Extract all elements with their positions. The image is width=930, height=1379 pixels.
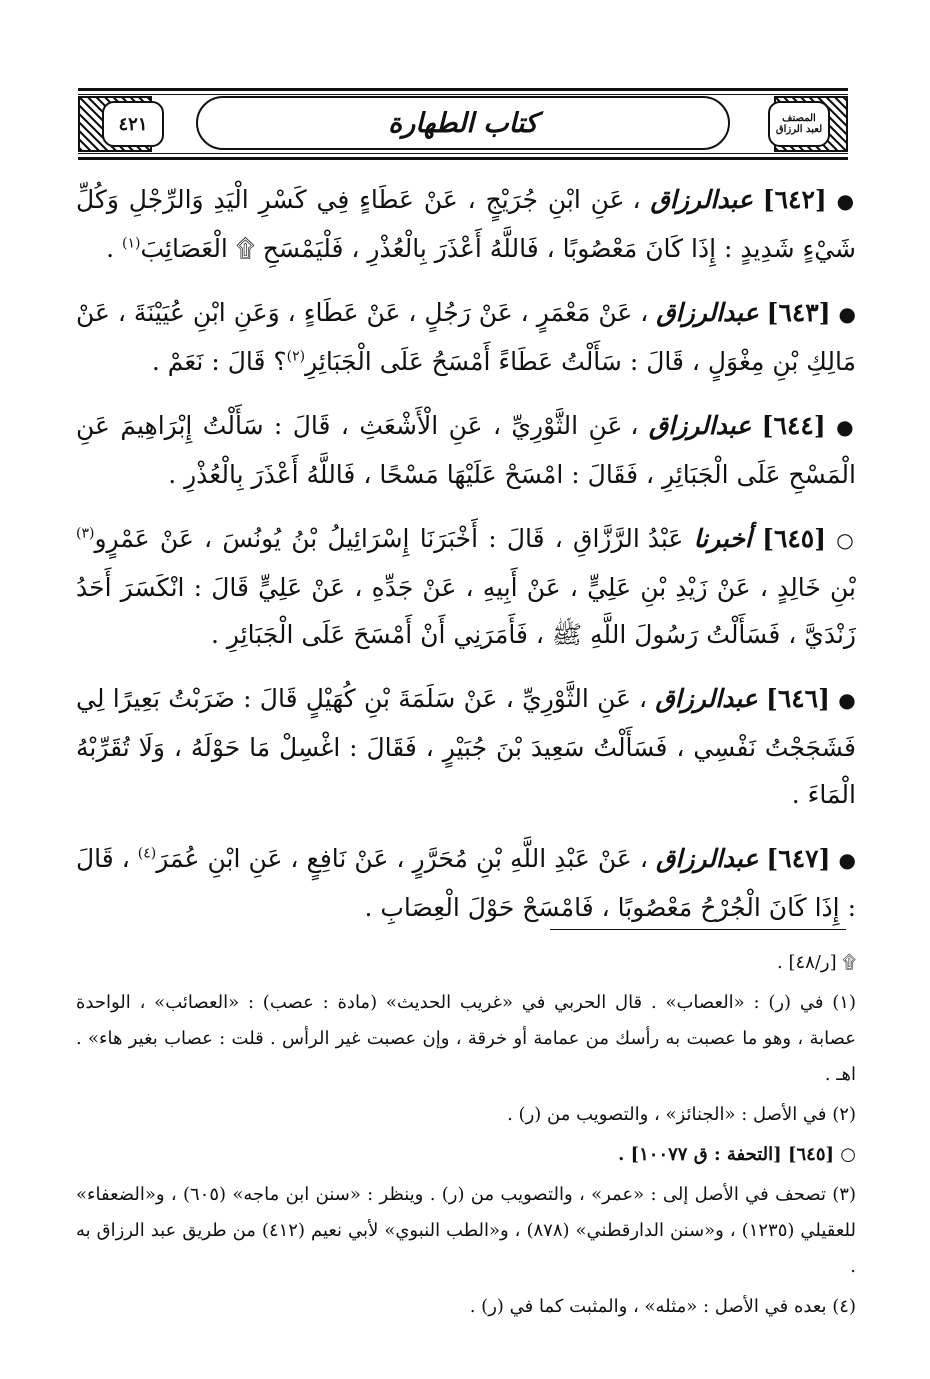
logo-line-2: لعبد الرزاق bbox=[775, 124, 823, 135]
entry-narrator: عبدالرزاق bbox=[650, 185, 753, 214]
entry-bullet: ● bbox=[838, 848, 856, 872]
page-number: ٤٢١ bbox=[102, 101, 164, 147]
logo-line-1: المصنف bbox=[782, 113, 816, 124]
footnote: ۩ [ر/٤٨] . bbox=[777, 952, 856, 973]
footnote: (٢) في الأصل : «الجنائز» ، والتصويب من (ر) . bbox=[507, 1104, 856, 1125]
entry-narrator: أخبرنا bbox=[693, 524, 752, 553]
hadith-entry bbox=[76, 675, 856, 818]
footnote-takhrij: ○ [٦٤٥] [التحفة : ق ١٠٠٧٧] . bbox=[618, 1144, 856, 1165]
hadith-entry bbox=[76, 835, 856, 931]
main-text bbox=[76, 176, 856, 948]
entry-number: [٦٤٢] bbox=[762, 185, 827, 214]
entry-tail: ؟ قَالَ : نَعَمْ . bbox=[151, 347, 287, 376]
entry-text: ، عَنِ الثَّوْرِيِّ ، عَنِ الْأَشْعَثِ ، قَالَ : سَأَلْتُ إِبْرَاهِيمَ عَنِ الْمَسْحِ عَلَى الْجَبَائِرِ ، فَقَالَ : امْسَحْ عَلَيْهَا مَسْحًا ، فَاللَّهُ أَعْذَرَ بِالْعُذْرِ . bbox=[76, 411, 856, 489]
entry-text: عَبْدُ الرَّزَّاقِ ، قَالَ : أَخْبَرَنَا إِسْرَائِيلُ بْنُ يُونُسَ ، عَنْ عَمْرٍو bbox=[94, 524, 684, 553]
entry-tail: . bbox=[106, 234, 122, 263]
entry-number: [٦٤٧] bbox=[766, 844, 831, 873]
entry-bullet: ● bbox=[836, 415, 856, 439]
footnote: (٤) بعده في الأصل : «مثله» ، والمثبت كما في (ر) . bbox=[469, 1296, 856, 1317]
entry-narrator: عبدالرزاق bbox=[648, 411, 752, 440]
entry-number: [٦٤٣] bbox=[766, 298, 831, 327]
entry-text: ، عَنِ ابْنِ جُرَيْجٍ ، عَنْ عَطَاءٍ فِي كَسْرِ الْيَدِ وَالرِّجْلِ وَكُلِّ شَيْءٍ شَدِيدٍ : إِذَا كَانَ مَعْصُوبًا ، فَاللَّهُ أَعْذَرَ بِالْعُذْرِ ، فَلْيَمْسَحِ ۩ الْعَصَائِبَ bbox=[76, 185, 856, 263]
footnote-ref: (٣) bbox=[76, 525, 95, 542]
entry-narrator: عبدالرزاق bbox=[656, 298, 759, 327]
entry-number: [٦٤٥] bbox=[762, 524, 827, 553]
footnote-ref: (٢) bbox=[286, 348, 306, 365]
entry-narrator: عبدالرزاق bbox=[656, 844, 759, 873]
entry-bullet: ● bbox=[836, 189, 857, 213]
page-header bbox=[78, 88, 848, 160]
book-logo bbox=[768, 101, 830, 147]
footnote-ref: (١) bbox=[121, 235, 141, 252]
footnote: (١) في (ر) : «العصاب» . قال الحربي في «غريب الحديث» (مادة : عصب) : «العصائب» ، الواحدة عصابة ، وهو ما عصبت به رأسك من عمامة أو خرقة ، وإن عصبت غير الرأس . قلت : عصاب بغير هاء» . اهـ . bbox=[76, 992, 856, 1085]
footnotes bbox=[76, 945, 856, 1329]
chapter-title: كتاب الطهارة bbox=[388, 107, 538, 139]
entry-number: [٦٤٤] bbox=[761, 411, 826, 440]
entry-text: ، عَنِ الثَّوْرِيِّ ، عَنْ سَلَمَةَ بْنِ كُهَيْلٍ قَالَ : ضَرَبْتُ بَعِيرًا لِي فَشَجَجْتُ نَفْسِي ، فَسَأَلْتُ سَعِيدَ بْنَ جُبَيْرٍ ، فَقَالَ : اغْسِلْ مَا حَوْلَهُ ، وَلَا تُقَرِّبْهُ الْمَاءَ . bbox=[76, 684, 856, 809]
hadith-entry bbox=[76, 289, 856, 385]
hadith-entry bbox=[76, 176, 856, 272]
footnote-divider bbox=[550, 929, 846, 930]
entry-text: ، عَنْ مَعْمَرٍ ، عَنْ رَجُلٍ ، عَنْ عَطَاءٍ ، وَعَنِ ابْنِ عُيَيْنَةَ ، عَنْ مَالِكِ بْنِ مِغْوَلٍ ، قَالَ : سَأَلْتُ عَطَاءً أَمْسَحُ عَلَى الْجَبَائِرِ bbox=[76, 298, 856, 376]
footnote-ref: (٤) bbox=[137, 845, 157, 862]
entry-narrator: عبدالرزاق bbox=[655, 684, 758, 713]
entry-bullet: ● bbox=[838, 302, 856, 326]
entry-text: ، عَنْ عَبْدِ اللَّهِ بْنِ مُحَرَّرٍ ، عَنْ نَافِعٍ ، عَنِ ابْنِ عُمَرَ bbox=[156, 844, 648, 873]
hadith-entry bbox=[76, 402, 856, 498]
entry-bullet: ○ bbox=[836, 528, 856, 552]
hadith-entry bbox=[76, 515, 856, 658]
entry-number: [٦٤٦] bbox=[765, 684, 830, 713]
footnote: (٣) تصحف في الأصل إلى : «عمر» ، والتصويب من (ر) . وينظر : «سنن ابن ماجه» (٦٠٥) ، و«الضعفاء» للعقيلي (١٢٣٥) ، و«سنن الدارقطني» (٨٧٨) ، و«الطب النبوي» لأبي نعيم (٤١٢) من طريق عبد الرزاق به . bbox=[76, 1184, 856, 1277]
entry-tail: ، قَالَ : إِذَا كَانَ الْجُرْحُ مَعْصُوبًا ، فَامْسَحْ حَوْلَ الْعِصَابِ . bbox=[76, 844, 856, 922]
entry-bullet: ● bbox=[838, 688, 857, 712]
title-cartouche bbox=[196, 96, 730, 150]
entry-tail: بْنِ خَالِدٍ ، عَنْ زَيْدِ بْنِ عَلِيٍّ ، عَنْ أَبِيهِ ، عَنْ جَدِّهِ ، عَنْ عَلِيٍّ قَالَ : انْكَسَرَ أَحَدُ زَنْدَيَّ ، فَسَأَلْتُ رَسُولَ اللَّهِ ﷺ ، فَأَمَرَنِي أَنْ أَمْسَحَ عَلَى الْجَبَائِرِ . bbox=[76, 573, 856, 649]
